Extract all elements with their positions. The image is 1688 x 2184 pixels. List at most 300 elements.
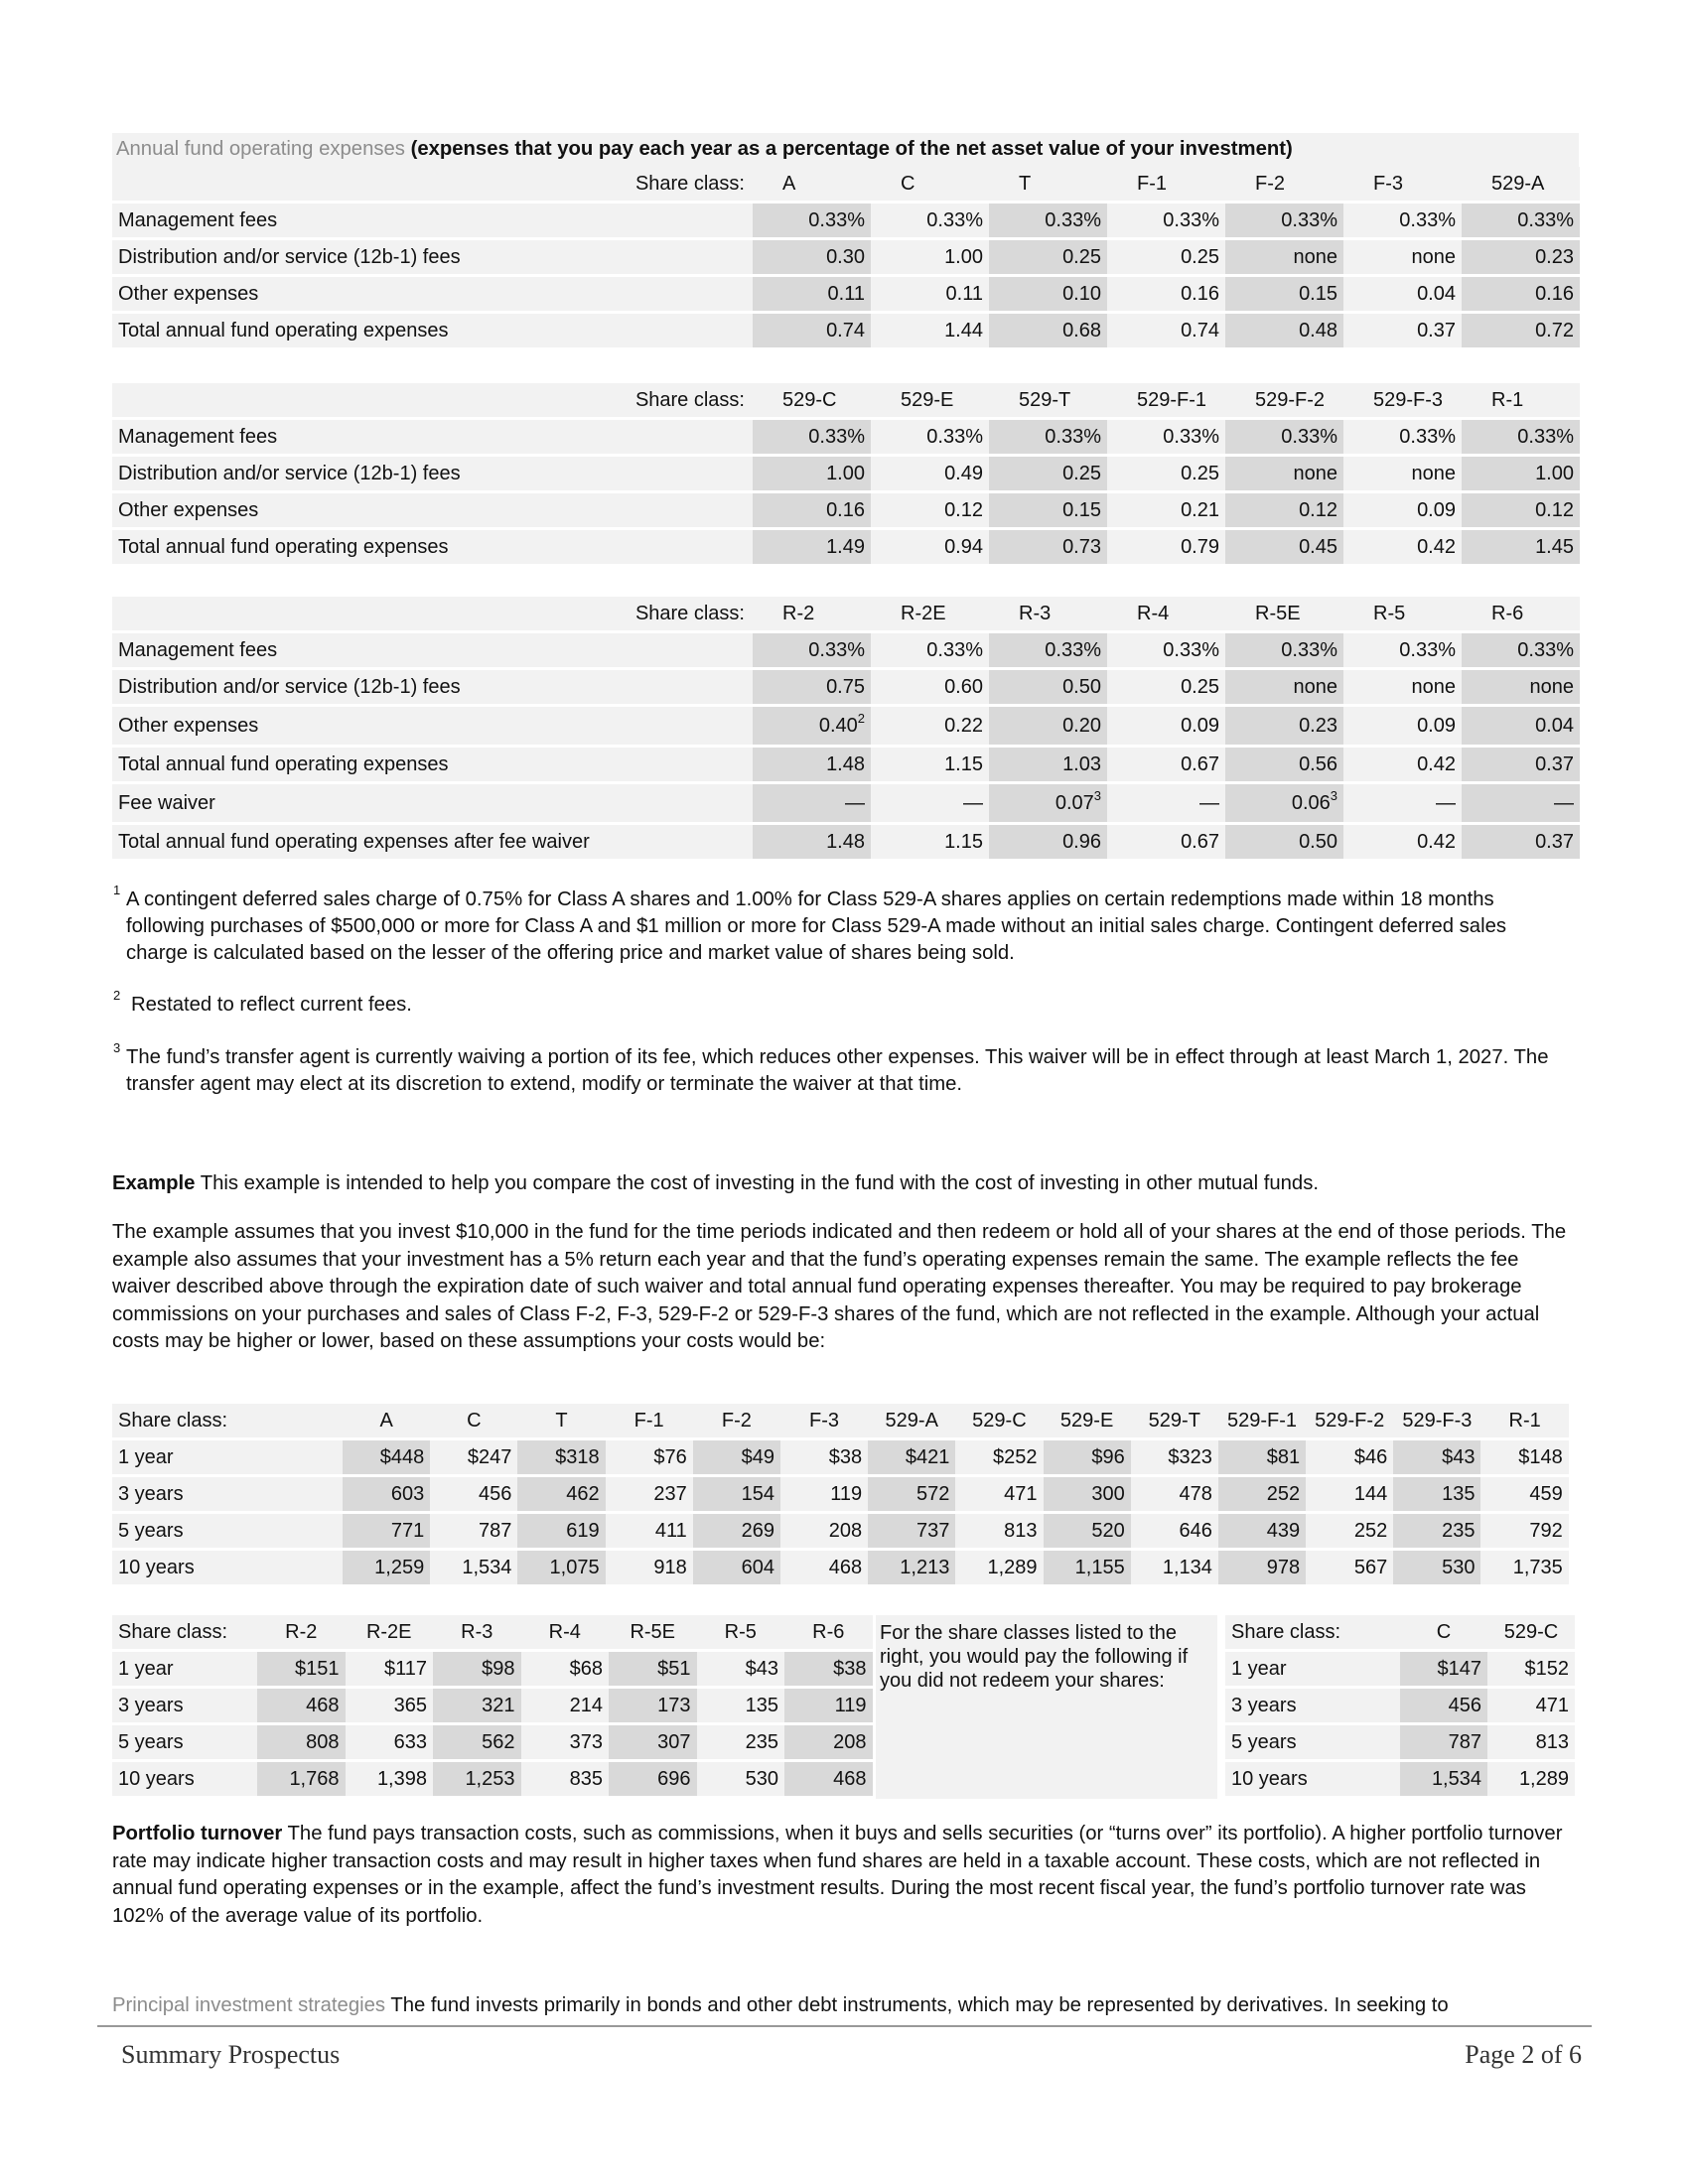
example-cell: 468	[257, 1689, 346, 1725]
expense-cell	[753, 825, 871, 859]
expense-cell	[1225, 420, 1343, 457]
example-cell: 135	[1393, 1477, 1480, 1514]
example-cell: 520	[1044, 1514, 1131, 1551]
share-class-header: R-4	[1107, 597, 1225, 633]
expense-cell	[989, 457, 1107, 493]
expense-cell	[1462, 784, 1580, 825]
expense-cell	[1462, 748, 1580, 784]
cell-value: —	[845, 791, 865, 814]
share-class-header: 529-F-3	[1343, 383, 1462, 420]
example-row	[112, 1689, 873, 1725]
expense-cell	[753, 633, 871, 670]
expense-cell	[1462, 240, 1580, 277]
cell-value: 0.12	[1535, 498, 1574, 521]
example-cell: 468	[784, 1762, 873, 1796]
row-label: Distribution and/or service (12b-1) fees	[112, 240, 753, 277]
example-cell: 154	[693, 1477, 780, 1514]
example-cell: 813	[1487, 1725, 1575, 1762]
row-label: Management fees	[112, 633, 753, 670]
example-cell: 530	[697, 1762, 785, 1796]
share-class-header: 529-T	[989, 383, 1107, 420]
period-label: 5 years	[112, 1514, 343, 1551]
cell-value: 0.48	[1299, 319, 1337, 341]
share-class-header: R-5E	[609, 1615, 697, 1652]
share-class-header: 529-C	[1487, 1615, 1575, 1652]
share-class-header: 529-F-1	[1107, 383, 1225, 420]
row-label: Fee waiver	[112, 784, 753, 825]
expense-table-3	[112, 597, 1580, 859]
cell-value: 0.23	[1299, 714, 1337, 737]
example-cell: 1,289	[1487, 1762, 1575, 1796]
expense-cell	[753, 204, 871, 240]
example-cell: 1,768	[257, 1762, 346, 1796]
example-cell: 173	[609, 1689, 697, 1725]
cell-value: 1.15	[944, 830, 983, 853]
cell-value: —	[963, 791, 983, 814]
row-label: Total annual fund operating expenses	[112, 530, 753, 564]
cell-value: 0.67	[1181, 830, 1219, 853]
expense-cell	[1225, 314, 1343, 347]
cell-value: 0.33%	[926, 425, 983, 448]
expense-cell	[989, 530, 1107, 564]
share-class-header: R-1	[1480, 1404, 1568, 1440]
expense-cell	[871, 240, 989, 277]
share-class-label: Share class:	[112, 167, 753, 204]
cell-value: 0.33%	[1281, 425, 1337, 448]
share-class-header: R-2E	[346, 1615, 434, 1652]
cell-value: —	[1554, 791, 1574, 814]
example-cell: 471	[955, 1477, 1043, 1514]
cell-value: 0.23	[1535, 245, 1574, 268]
footer-rule	[97, 2025, 1592, 2027]
cell-value: 0.33%	[1517, 638, 1574, 661]
expense-cell	[1462, 493, 1580, 530]
expense-cell	[753, 420, 871, 457]
share-class-header: 529-F-1	[1218, 1404, 1306, 1440]
cell-value: 0.15	[1299, 282, 1337, 305]
example-header-row	[112, 1615, 873, 1652]
example-cell: 1,213	[868, 1551, 955, 1584]
expense-cell	[1225, 240, 1343, 277]
expense-cell	[1225, 457, 1343, 493]
expense-cell	[1107, 530, 1225, 564]
expense-cell	[871, 707, 989, 748]
share-class-header: A	[753, 167, 871, 204]
expense-cell	[1343, 240, 1462, 277]
example-cell: 771	[343, 1514, 430, 1551]
strategies-text: The fund invests primarily in bonds and other debt instruments, which may be represented by derivatives. In seeking to	[390, 1994, 1449, 2016]
share-class-header: 529-E	[1044, 1404, 1131, 1440]
footnote-2-text: Restated to reflect current fees.	[131, 994, 412, 1016]
example-header-row	[1225, 1615, 1575, 1652]
row-label: Distribution and/or service (12b-1) fees	[112, 670, 753, 707]
expense-cell	[1107, 825, 1225, 859]
example-cell: $323	[1131, 1440, 1218, 1477]
expense-cell	[989, 277, 1107, 314]
example-cell: 235	[1393, 1514, 1480, 1551]
expense-cell	[989, 748, 1107, 784]
example-cell: 459	[1480, 1477, 1568, 1514]
expense-cell	[1343, 825, 1462, 859]
expense-row-mgmt	[112, 633, 1580, 670]
example-cell: 978	[1218, 1551, 1306, 1584]
strategies-heading: Principal investment strategies	[112, 1994, 386, 2016]
cell-value: 0.33%	[1163, 425, 1219, 448]
share-class-header-row	[112, 383, 1580, 420]
example-table-2	[112, 1615, 873, 1796]
example-cell: 119	[784, 1689, 873, 1725]
cell-value: none	[1293, 675, 1337, 698]
expense-cell	[1343, 457, 1462, 493]
example-row	[1225, 1762, 1575, 1796]
period-label: 3 years	[1225, 1689, 1400, 1725]
period-label: 5 years	[1225, 1725, 1400, 1762]
example-cell: 471	[1487, 1689, 1575, 1725]
expense-row-mgmt	[112, 204, 1580, 240]
example-cell: $96	[1044, 1440, 1131, 1477]
example-cell: 813	[955, 1514, 1043, 1551]
share-class-header: R-5E	[1225, 597, 1343, 633]
footnote-1-number: 1	[113, 883, 121, 897]
share-class-header: 529-A	[868, 1404, 955, 1440]
expense-cell	[1462, 457, 1580, 493]
cell-value: 0.33%	[808, 638, 865, 661]
cell-value: 0.73	[1062, 535, 1101, 558]
example-cell: 462	[517, 1477, 605, 1514]
cell-value: 0.06	[1291, 791, 1331, 814]
share-class-header-row	[112, 167, 1580, 204]
share-class-header: 529-F-2	[1225, 383, 1343, 420]
example-row	[112, 1514, 1569, 1551]
example-cell: 808	[257, 1725, 346, 1762]
cell-value: 0.56	[1299, 752, 1337, 775]
example-cell: 237	[606, 1477, 693, 1514]
cell-value: none	[1293, 462, 1337, 484]
expense-cell	[871, 748, 989, 784]
example-intro-text: This example is intended to help you compare the cost of investing in the fund with the cost of investing in other mutual funds.	[200, 1172, 1319, 1194]
cell-value: 0.16	[1181, 282, 1219, 305]
cell-value: 0.79	[1181, 535, 1219, 558]
portfolio-text: The fund pays transaction costs, such as commissions, when it buys and sells securities (or “turns over” its portfolio). A higher portfolio turnover rate may indicate higher transaction costs and may result in higher taxes when fund shares are held in a taxable account. These costs, which are not reflected in annual fund operating expenses or in the example, affect the fund’s investment results. During the most recent fiscal year, the fund’s portfolio turnover rate was 102% of the average value of its portfolio.	[112, 1823, 1563, 1927]
expense-cell	[1343, 493, 1462, 530]
footer-right: Page 2 of 6	[1465, 2040, 1582, 2069]
cell-value: 0.96	[1062, 830, 1101, 853]
share-class-header: 529-E	[871, 383, 989, 420]
expense-cell	[871, 314, 989, 347]
example-cell: $43	[697, 1652, 785, 1689]
expense-cell	[1343, 707, 1462, 748]
example-cell: 208	[784, 1725, 873, 1762]
example-table-3	[1225, 1615, 1575, 1796]
cell-value: 0.50	[1299, 830, 1337, 853]
example-cell: 411	[606, 1514, 693, 1551]
cell-value: 0.60	[944, 675, 983, 698]
footnote-1	[113, 883, 1553, 967]
example-cell: 633	[346, 1725, 434, 1762]
expense-cell	[753, 314, 871, 347]
cell-value: 0.33%	[1045, 208, 1101, 231]
share-class-header: R-6	[1462, 597, 1580, 633]
expense-cell	[753, 707, 871, 748]
expense-row-dist	[112, 457, 1580, 493]
expense-cell	[1107, 748, 1225, 784]
example-cell: 1,253	[433, 1762, 521, 1796]
row-label: Other expenses	[112, 493, 753, 530]
period-label: 1 year	[1225, 1652, 1400, 1689]
expense-cell	[753, 748, 871, 784]
example-cell: $318	[517, 1440, 605, 1477]
expenses-title-gray: Annual fund operating expenses	[116, 138, 405, 160]
expense-cell	[1107, 240, 1225, 277]
portfolio-turnover	[112, 1821, 1582, 1930]
cell-value: 0.09	[1181, 714, 1219, 737]
cell-value: 0.33%	[808, 208, 865, 231]
period-label: 5 years	[112, 1725, 257, 1762]
expense-cell	[1107, 420, 1225, 457]
expense-row-dist	[112, 240, 1580, 277]
example-cell: 646	[1131, 1514, 1218, 1551]
example-cell: 269	[693, 1514, 780, 1551]
strategies	[112, 1992, 1621, 2020]
cell-value: 0.94	[944, 535, 983, 558]
cell-value: 0.09	[1417, 714, 1456, 737]
share-class-header: F-3	[780, 1404, 868, 1440]
expense-cell	[1225, 825, 1343, 859]
example-cell: $421	[868, 1440, 955, 1477]
cell-value: none	[1411, 675, 1456, 698]
example-cell: $147	[1400, 1652, 1487, 1689]
cell-value: 0.07	[1055, 791, 1094, 814]
cell-value: 0.33%	[926, 638, 983, 661]
cell-value: 0.74	[826, 319, 865, 341]
example-cell: 365	[346, 1689, 434, 1725]
cell-value: 0.10	[1062, 282, 1101, 305]
example-cell: 787	[1400, 1725, 1487, 1762]
cell-value: 0.68	[1062, 319, 1101, 341]
share-class-header: T	[517, 1404, 605, 1440]
expenses-title	[116, 138, 1293, 161]
expense-cell	[753, 670, 871, 707]
cell-value: 0.33%	[926, 208, 983, 231]
example-cell: 567	[1306, 1551, 1393, 1584]
share-class-header: A	[343, 1404, 430, 1440]
expense-cell	[1225, 670, 1343, 707]
example-cell: 1,155	[1044, 1551, 1131, 1584]
example-cell: 1,075	[517, 1551, 605, 1584]
example-row	[112, 1762, 873, 1796]
expense-row-mgmt	[112, 420, 1580, 457]
no-redeem-note: For the share classes listed to the right, you would pay the following if you did not redeem your shares:	[880, 1622, 1189, 1692]
example-cell: $247	[430, 1440, 517, 1477]
example-cell: 252	[1306, 1514, 1393, 1551]
expense-cell	[871, 204, 989, 240]
expense-cell	[1107, 277, 1225, 314]
example-cell: 1,398	[346, 1762, 434, 1796]
example-cell: 214	[521, 1689, 610, 1725]
expense-cell	[1107, 457, 1225, 493]
example-cell: 456	[430, 1477, 517, 1514]
cell-value: 0.22	[944, 714, 983, 737]
cell-value: 0.75	[826, 675, 865, 698]
cell-value: 1.48	[826, 830, 865, 853]
expense-cell	[1462, 277, 1580, 314]
cell-value: 1.00	[1535, 462, 1574, 484]
footnote-2	[113, 988, 1553, 1019]
cell-value: 0.25	[1062, 462, 1101, 484]
expense-cell	[1225, 707, 1343, 748]
example-cell: $151	[257, 1652, 346, 1689]
cell-value: 0.11	[827, 282, 865, 305]
example-cell: 530	[1393, 1551, 1480, 1584]
cell-value: 0.21	[1181, 498, 1219, 521]
example-cell: 1,289	[955, 1551, 1043, 1584]
cell-value: 0.74	[1181, 319, 1219, 341]
share-class-label: Share class:	[112, 597, 753, 633]
cell-value: 0.09	[1417, 498, 1456, 521]
example-cell: 439	[1218, 1514, 1306, 1551]
share-class-header: R-6	[784, 1615, 873, 1652]
share-class-header: R-5	[1343, 597, 1462, 633]
cell-value: 0.33%	[808, 425, 865, 448]
example-row	[1225, 1725, 1575, 1762]
example-cell: 1,134	[1131, 1551, 1218, 1584]
expense-cell	[871, 420, 989, 457]
expense-cell	[753, 277, 871, 314]
footnote-3-number: 3	[113, 1040, 121, 1055]
expense-cell	[989, 204, 1107, 240]
example-row	[112, 1477, 1569, 1514]
cell-value: 0.42	[1417, 535, 1456, 558]
expense-row-waiver	[112, 784, 1580, 825]
cell-value: 1.48	[826, 752, 865, 775]
expense-cell	[871, 457, 989, 493]
cell-value: none	[1529, 675, 1574, 698]
example-cell: $152	[1487, 1652, 1575, 1689]
cell-value: —	[1199, 791, 1219, 814]
period-label: 1 year	[112, 1440, 343, 1477]
expense-cell	[1225, 493, 1343, 530]
example-cell: 300	[1044, 1477, 1131, 1514]
share-class-label: Share class:	[112, 1615, 257, 1652]
cell-value: 0.16	[1535, 282, 1574, 305]
example-cell: $68	[521, 1652, 610, 1689]
expense-cell	[1225, 784, 1343, 825]
expense-cell	[1225, 530, 1343, 564]
example-cell: 696	[609, 1762, 697, 1796]
share-class-header: C	[1400, 1615, 1487, 1652]
expense-row-total	[112, 748, 1580, 784]
example-cell: 1,735	[1480, 1551, 1568, 1584]
expense-cell	[1343, 633, 1462, 670]
cell-value: 0.11	[945, 282, 983, 305]
example-cell: 619	[517, 1514, 605, 1551]
expense-cell	[1107, 633, 1225, 670]
share-class-header: R-5	[697, 1615, 785, 1652]
share-class-header: F-3	[1343, 167, 1462, 204]
cell-value: 0.37	[1535, 752, 1574, 775]
footnote-ref: 2	[857, 710, 865, 726]
expense-cell	[1343, 530, 1462, 564]
cell-value: 0.33%	[1045, 638, 1101, 661]
expense-cell	[1343, 420, 1462, 457]
example-intro	[112, 1170, 1582, 1198]
example-cell: 321	[433, 1689, 521, 1725]
expense-cell	[1462, 633, 1580, 670]
example-cell: 468	[780, 1551, 868, 1584]
cell-value: 0.12	[944, 498, 983, 521]
cell-value: 0.20	[1062, 714, 1101, 737]
share-class-header: C	[871, 167, 989, 204]
cell-value: 0.33%	[1517, 208, 1574, 231]
expense-cell	[1225, 748, 1343, 784]
expense-cell	[1107, 314, 1225, 347]
cell-value: 0.12	[1299, 498, 1337, 521]
cell-value: 0.50	[1062, 675, 1101, 698]
cell-value: 0.33%	[1281, 638, 1337, 661]
expense-cell	[871, 825, 989, 859]
expense-cell	[753, 493, 871, 530]
expense-cell	[871, 633, 989, 670]
expense-cell	[1343, 314, 1462, 347]
expense-cell	[871, 530, 989, 564]
example-cell: $81	[1218, 1440, 1306, 1477]
cell-value: none	[1411, 462, 1456, 484]
row-label: Total annual fund operating expenses after fee waiver	[112, 825, 753, 859]
row-label: Management fees	[112, 420, 753, 457]
share-class-header: 529-A	[1462, 167, 1580, 204]
cell-value: 0.04	[1535, 714, 1574, 737]
example-cell: $148	[1480, 1440, 1568, 1477]
expense-cell	[871, 277, 989, 314]
expense-cell	[1225, 277, 1343, 314]
expense-cell	[1107, 707, 1225, 748]
example-table-1	[112, 1404, 1569, 1584]
cell-value: 1.00	[826, 462, 865, 484]
cell-value: 0.16	[826, 498, 865, 521]
expense-cell	[1343, 784, 1462, 825]
expense-row-dist	[112, 670, 1580, 707]
example-cell: 235	[697, 1725, 785, 1762]
cell-value: 0.33%	[1399, 208, 1456, 231]
share-class-header: C	[430, 1404, 517, 1440]
expense-cell	[1343, 204, 1462, 240]
example-cell: 252	[1218, 1477, 1306, 1514]
cell-value: 0.33%	[1517, 425, 1574, 448]
cell-value: 0.33%	[1281, 208, 1337, 231]
period-label: 10 years	[112, 1762, 257, 1796]
share-class-header: 529-F-2	[1306, 1404, 1393, 1440]
expense-cell	[1107, 784, 1225, 825]
expense-cell	[1225, 204, 1343, 240]
period-label: 10 years	[112, 1551, 343, 1584]
example-cell: 562	[433, 1725, 521, 1762]
cell-value: 0.42	[1417, 830, 1456, 853]
footer-left: Summary Prospectus	[121, 2040, 341, 2069]
share-class-header: 529-C	[955, 1404, 1043, 1440]
cell-value: 0.67	[1181, 752, 1219, 775]
expense-cell	[989, 707, 1107, 748]
expense-row-other	[112, 493, 1580, 530]
expense-cell	[1107, 493, 1225, 530]
cell-value: 1.45	[1535, 535, 1574, 558]
share-class-header: F-2	[693, 1404, 780, 1440]
cell-value: 0.33%	[1163, 208, 1219, 231]
cell-value: 1.49	[826, 535, 865, 558]
cell-value: 0.72	[1535, 319, 1574, 341]
expense-table-1	[112, 167, 1580, 347]
no-redeem-note-box	[876, 1615, 1217, 1799]
example-cell: 918	[606, 1551, 693, 1584]
